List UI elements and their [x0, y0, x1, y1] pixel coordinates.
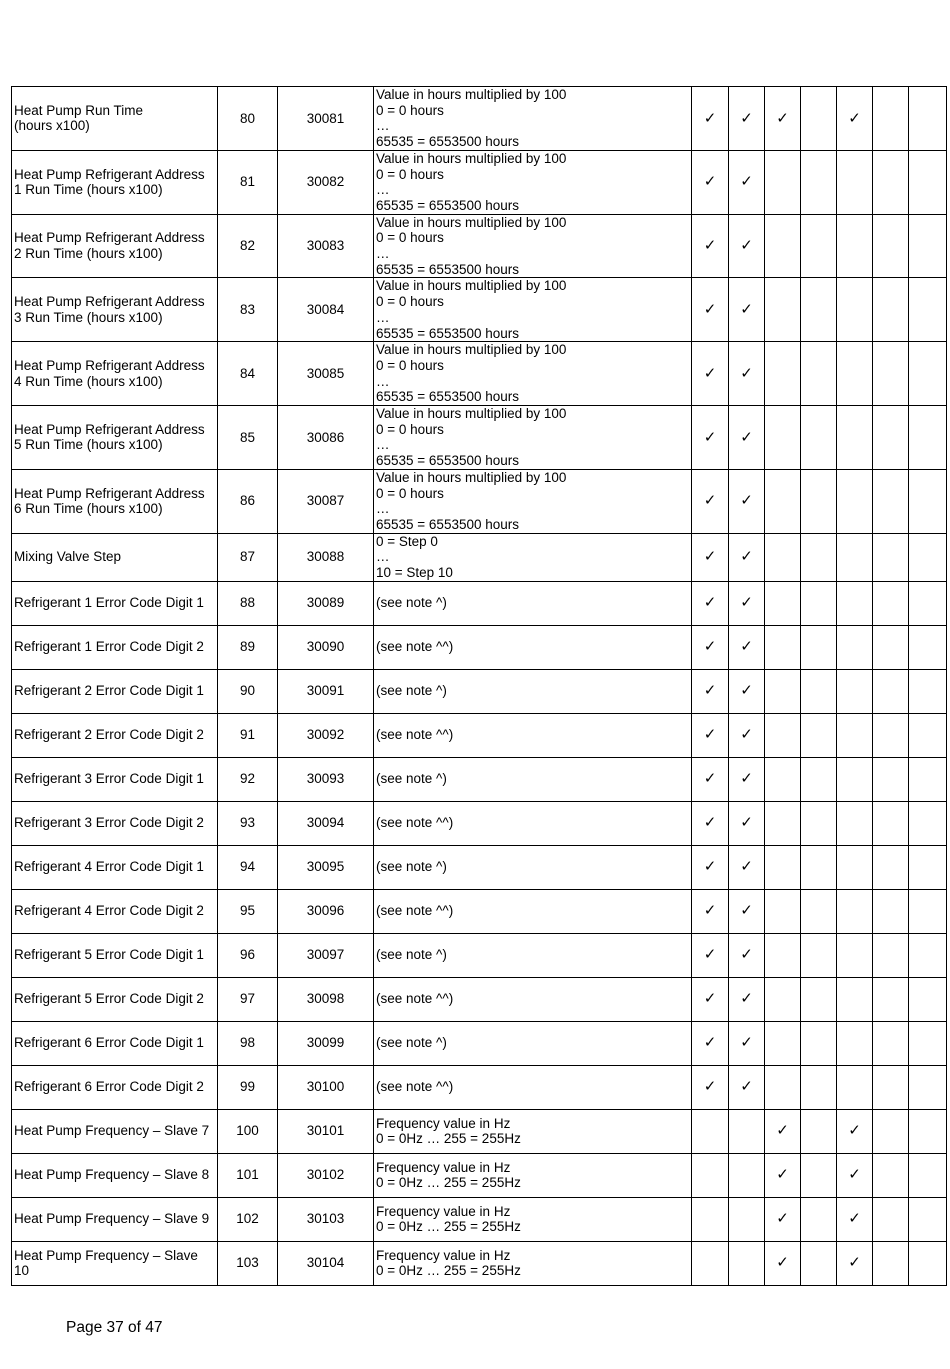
register-cell: 30091	[278, 669, 374, 713]
table-row	[12, 533, 947, 581]
empty-check-cell	[801, 757, 837, 801]
empty-check-cell	[873, 1109, 909, 1153]
table-row	[12, 977, 947, 1021]
empty-check-cell	[837, 214, 873, 278]
table-row	[12, 889, 947, 933]
value-cell: (see note ^^)	[374, 801, 692, 845]
empty-check-cell	[801, 533, 837, 581]
description-cell: Refrigerant 3 Error Code Digit 1	[12, 757, 218, 801]
check-icon: ✓	[837, 1197, 873, 1241]
empty-check-cell	[837, 845, 873, 889]
empty-check-cell	[837, 713, 873, 757]
empty-check-cell	[765, 533, 801, 581]
empty-check-cell	[801, 1153, 837, 1197]
check-icon: ✓	[765, 1197, 801, 1241]
value-cell: (see note ^)	[374, 845, 692, 889]
value-cell: Value in hours multiplied by 100 0 = 0 hours … 65535 = 6553500 hours	[374, 214, 692, 278]
value-cell: Frequency value in Hz 0 = 0Hz … 255 = 255Hz	[374, 1153, 692, 1197]
check-icon: ✓	[765, 87, 801, 151]
description-cell: Refrigerant 2 Error Code Digit 2	[12, 713, 218, 757]
empty-check-cell	[873, 469, 909, 533]
empty-check-cell	[909, 713, 947, 757]
empty-check-cell	[801, 278, 837, 342]
table-row	[12, 342, 947, 406]
empty-check-cell	[837, 757, 873, 801]
empty-check-cell	[873, 801, 909, 845]
empty-check-cell	[801, 150, 837, 214]
description-cell: Refrigerant 5 Error Code Digit 1	[12, 933, 218, 977]
check-icon: ✓	[729, 533, 765, 581]
empty-check-cell	[765, 977, 801, 1021]
value-cell: Value in hours multiplied by 100 0 = 0 hours … 65535 = 6553500 hours	[374, 342, 692, 406]
empty-check-cell	[765, 342, 801, 406]
value-cell: Value in hours multiplied by 100 0 = 0 hours … 65535 = 6553500 hours	[374, 87, 692, 151]
address-cell: 90	[218, 669, 278, 713]
empty-check-cell	[837, 533, 873, 581]
value-cell: (see note ^)	[374, 1021, 692, 1065]
empty-check-cell	[873, 1021, 909, 1065]
value-cell: (see note ^)	[374, 757, 692, 801]
empty-check-cell	[873, 533, 909, 581]
register-cell: 30097	[278, 933, 374, 977]
register-cell: 30098	[278, 977, 374, 1021]
check-icon: ✓	[692, 757, 729, 801]
empty-check-cell	[837, 889, 873, 933]
empty-check-cell	[837, 801, 873, 845]
empty-check-cell	[837, 581, 873, 625]
description-cell: Heat Pump Refrigerant Address 1 Run Time (hours x100)	[12, 150, 218, 214]
description-cell: Refrigerant 6 Error Code Digit 1	[12, 1021, 218, 1065]
description-cell: Heat Pump Run Time (hours x100)	[12, 87, 218, 151]
check-icon: ✓	[729, 214, 765, 278]
check-icon: ✓	[729, 406, 765, 470]
empty-check-cell	[765, 933, 801, 977]
address-cell: 100	[218, 1109, 278, 1153]
empty-check-cell	[765, 713, 801, 757]
table-row	[12, 469, 947, 533]
empty-check-cell	[873, 150, 909, 214]
empty-check-cell	[909, 669, 947, 713]
empty-check-cell	[765, 669, 801, 713]
value-cell: Value in hours multiplied by 100 0 = 0 hours … 65535 = 6553500 hours	[374, 406, 692, 470]
empty-check-cell	[873, 669, 909, 713]
address-cell: 94	[218, 845, 278, 889]
empty-check-cell	[837, 469, 873, 533]
table-row	[12, 581, 947, 625]
check-icon: ✓	[692, 977, 729, 1021]
description-cell: Refrigerant 2 Error Code Digit 1	[12, 669, 218, 713]
check-icon: ✓	[837, 1109, 873, 1153]
value-cell: (see note ^^)	[374, 713, 692, 757]
empty-check-cell	[873, 757, 909, 801]
address-cell: 95	[218, 889, 278, 933]
register-cell: 30104	[278, 1241, 374, 1285]
description-cell: Heat Pump Frequency – Slave 9	[12, 1197, 218, 1241]
address-cell: 99	[218, 1065, 278, 1109]
check-icon: ✓	[729, 713, 765, 757]
empty-check-cell	[801, 406, 837, 470]
empty-check-cell	[909, 801, 947, 845]
check-icon: ✓	[729, 150, 765, 214]
check-icon: ✓	[729, 669, 765, 713]
table-row	[12, 625, 947, 669]
table-row	[12, 1197, 947, 1241]
empty-check-cell	[909, 87, 947, 151]
empty-check-cell	[765, 150, 801, 214]
empty-check-cell	[873, 214, 909, 278]
address-cell: 92	[218, 757, 278, 801]
check-icon: ✓	[692, 278, 729, 342]
address-cell: 84	[218, 342, 278, 406]
table-row	[12, 669, 947, 713]
empty-check-cell	[801, 87, 837, 151]
address-cell: 87	[218, 533, 278, 581]
empty-check-cell	[909, 342, 947, 406]
description-cell: Heat Pump Refrigerant Address 5 Run Time (hours x100)	[12, 406, 218, 470]
value-cell: (see note ^^)	[374, 977, 692, 1021]
table-row	[12, 845, 947, 889]
table-row	[12, 933, 947, 977]
empty-check-cell	[801, 214, 837, 278]
address-cell: 102	[218, 1197, 278, 1241]
empty-check-cell	[765, 406, 801, 470]
table-row	[12, 1153, 947, 1197]
address-cell: 103	[218, 1241, 278, 1285]
register-cell: 30096	[278, 889, 374, 933]
value-cell: (see note ^^)	[374, 889, 692, 933]
check-icon: ✓	[729, 757, 765, 801]
value-cell: (see note ^)	[374, 669, 692, 713]
value-cell: Frequency value in Hz 0 = 0Hz … 255 = 255Hz	[374, 1241, 692, 1285]
value-cell: Frequency value in Hz 0 = 0Hz … 255 = 255Hz	[374, 1109, 692, 1153]
empty-check-cell	[873, 713, 909, 757]
empty-check-cell	[873, 889, 909, 933]
check-icon: ✓	[765, 1241, 801, 1285]
empty-check-cell	[909, 625, 947, 669]
empty-check-cell	[873, 1197, 909, 1241]
value-cell: (see note ^)	[374, 581, 692, 625]
check-icon: ✓	[729, 625, 765, 669]
check-icon: ✓	[692, 1065, 729, 1109]
check-icon: ✓	[729, 87, 765, 151]
empty-check-cell	[801, 625, 837, 669]
check-icon: ✓	[765, 1153, 801, 1197]
empty-check-cell	[873, 933, 909, 977]
description-cell: Refrigerant 1 Error Code Digit 2	[12, 625, 218, 669]
table-row	[12, 1065, 947, 1109]
check-icon: ✓	[692, 87, 729, 151]
empty-check-cell	[765, 757, 801, 801]
empty-check-cell	[729, 1241, 765, 1285]
address-cell: 88	[218, 581, 278, 625]
register-cell: 30089	[278, 581, 374, 625]
check-icon: ✓	[692, 625, 729, 669]
check-icon: ✓	[729, 278, 765, 342]
description-cell: Refrigerant 1 Error Code Digit 1	[12, 581, 218, 625]
check-icon: ✓	[837, 87, 873, 151]
empty-check-cell	[909, 977, 947, 1021]
empty-check-cell	[909, 1021, 947, 1065]
empty-check-cell	[837, 625, 873, 669]
empty-check-cell	[765, 469, 801, 533]
empty-check-cell	[729, 1153, 765, 1197]
empty-check-cell	[873, 1153, 909, 1197]
check-icon: ✓	[692, 581, 729, 625]
description-cell: Heat Pump Refrigerant Address 2 Run Time (hours x100)	[12, 214, 218, 278]
description-cell: Mixing Valve Step	[12, 533, 218, 581]
description-cell: Heat Pump Frequency – Slave 10	[12, 1241, 218, 1285]
check-icon: ✓	[692, 214, 729, 278]
table-row	[12, 87, 947, 151]
register-cell: 30103	[278, 1197, 374, 1241]
check-icon: ✓	[692, 150, 729, 214]
address-cell: 85	[218, 406, 278, 470]
description-cell: Heat Pump Frequency – Slave 8	[12, 1153, 218, 1197]
empty-check-cell	[801, 977, 837, 1021]
register-cell: 30085	[278, 342, 374, 406]
table-row	[12, 757, 947, 801]
empty-check-cell	[909, 933, 947, 977]
table-row	[12, 278, 947, 342]
description-cell: Refrigerant 4 Error Code Digit 1	[12, 845, 218, 889]
empty-check-cell	[801, 1197, 837, 1241]
empty-check-cell	[909, 533, 947, 581]
register-cell: 30090	[278, 625, 374, 669]
empty-check-cell	[801, 342, 837, 406]
page-number: Page 37 of 47	[66, 1319, 163, 1336]
table-row	[12, 150, 947, 214]
empty-check-cell	[909, 278, 947, 342]
value-cell: Value in hours multiplied by 100 0 = 0 hours … 65535 = 6553500 hours	[374, 469, 692, 533]
check-icon: ✓	[837, 1241, 873, 1285]
check-icon: ✓	[729, 889, 765, 933]
address-cell: 89	[218, 625, 278, 669]
empty-check-cell	[801, 1109, 837, 1153]
address-cell: 86	[218, 469, 278, 533]
register-cell: 30094	[278, 801, 374, 845]
address-cell: 97	[218, 977, 278, 1021]
register-cell: 30081	[278, 87, 374, 151]
description-cell: Heat Pump Refrigerant Address 4 Run Time (hours x100)	[12, 342, 218, 406]
empty-check-cell	[909, 214, 947, 278]
empty-check-cell	[909, 757, 947, 801]
empty-check-cell	[909, 1153, 947, 1197]
description-cell: Refrigerant 4 Error Code Digit 2	[12, 889, 218, 933]
check-icon: ✓	[729, 845, 765, 889]
empty-check-cell	[765, 845, 801, 889]
empty-check-cell	[692, 1109, 729, 1153]
register-cell: 30102	[278, 1153, 374, 1197]
address-cell: 101	[218, 1153, 278, 1197]
address-cell: 93	[218, 801, 278, 845]
check-icon: ✓	[837, 1153, 873, 1197]
empty-check-cell	[873, 1241, 909, 1285]
table-row	[12, 406, 947, 470]
empty-check-cell	[801, 469, 837, 533]
empty-check-cell	[909, 1109, 947, 1153]
empty-check-cell	[801, 1065, 837, 1109]
register-cell: 30101	[278, 1109, 374, 1153]
address-cell: 91	[218, 713, 278, 757]
address-cell: 82	[218, 214, 278, 278]
address-cell: 98	[218, 1021, 278, 1065]
check-icon: ✓	[692, 713, 729, 757]
empty-check-cell	[873, 977, 909, 1021]
value-cell: Value in hours multiplied by 100 0 = 0 hours … 65535 = 6553500 hours	[374, 278, 692, 342]
table-row	[12, 1109, 947, 1153]
check-icon: ✓	[692, 669, 729, 713]
empty-check-cell	[837, 278, 873, 342]
address-cell: 83	[218, 278, 278, 342]
empty-check-cell	[873, 1065, 909, 1109]
empty-check-cell	[873, 406, 909, 470]
check-icon: ✓	[729, 801, 765, 845]
empty-check-cell	[909, 406, 947, 470]
register-cell: 30092	[278, 713, 374, 757]
empty-check-cell	[801, 845, 837, 889]
empty-check-cell	[801, 801, 837, 845]
register-cell: 30088	[278, 533, 374, 581]
empty-check-cell	[837, 933, 873, 977]
register-cell: 30099	[278, 1021, 374, 1065]
description-cell: Refrigerant 3 Error Code Digit 2	[12, 801, 218, 845]
value-cell: (see note ^^)	[374, 625, 692, 669]
empty-check-cell	[909, 845, 947, 889]
empty-check-cell	[801, 713, 837, 757]
address-cell: 81	[218, 150, 278, 214]
description-cell: Refrigerant 5 Error Code Digit 2	[12, 977, 218, 1021]
check-icon: ✓	[729, 1021, 765, 1065]
check-icon: ✓	[692, 889, 729, 933]
check-icon: ✓	[692, 406, 729, 470]
table-row	[12, 1021, 947, 1065]
value-cell: (see note ^)	[374, 933, 692, 977]
value-cell: 0 = Step 0 … 10 = Step 10	[374, 533, 692, 581]
check-icon: ✓	[729, 1065, 765, 1109]
check-icon: ✓	[692, 1021, 729, 1065]
register-cell: 30086	[278, 406, 374, 470]
register-table	[11, 86, 947, 1286]
empty-check-cell	[765, 1021, 801, 1065]
empty-check-cell	[801, 889, 837, 933]
empty-check-cell	[801, 581, 837, 625]
empty-check-cell	[873, 625, 909, 669]
description-cell: Heat Pump Frequency – Slave 7	[12, 1109, 218, 1153]
check-icon: ✓	[729, 933, 765, 977]
empty-check-cell	[765, 1065, 801, 1109]
description-cell: Heat Pump Refrigerant Address 3 Run Time (hours x100)	[12, 278, 218, 342]
empty-check-cell	[837, 150, 873, 214]
value-cell: (see note ^^)	[374, 1065, 692, 1109]
empty-check-cell	[801, 669, 837, 713]
empty-check-cell	[909, 889, 947, 933]
empty-check-cell	[692, 1197, 729, 1241]
table-row	[12, 713, 947, 757]
check-icon: ✓	[692, 933, 729, 977]
empty-check-cell	[873, 87, 909, 151]
check-icon: ✓	[692, 533, 729, 581]
empty-check-cell	[873, 845, 909, 889]
empty-check-cell	[765, 581, 801, 625]
check-icon: ✓	[729, 469, 765, 533]
empty-check-cell	[801, 933, 837, 977]
empty-check-cell	[837, 342, 873, 406]
empty-check-cell	[873, 581, 909, 625]
check-icon: ✓	[729, 342, 765, 406]
empty-check-cell	[765, 278, 801, 342]
register-cell: 30100	[278, 1065, 374, 1109]
register-cell: 30083	[278, 214, 374, 278]
empty-check-cell	[765, 214, 801, 278]
empty-check-cell	[765, 801, 801, 845]
register-cell: 30082	[278, 150, 374, 214]
empty-check-cell	[837, 406, 873, 470]
register-cell: 30084	[278, 278, 374, 342]
check-icon: ✓	[765, 1109, 801, 1153]
check-icon: ✓	[692, 801, 729, 845]
check-icon: ✓	[729, 581, 765, 625]
table-row	[12, 214, 947, 278]
description-cell: Refrigerant 6 Error Code Digit 2	[12, 1065, 218, 1109]
empty-check-cell	[909, 1241, 947, 1285]
table-row	[12, 1241, 947, 1285]
empty-check-cell	[729, 1109, 765, 1153]
empty-check-cell	[765, 889, 801, 933]
empty-check-cell	[801, 1021, 837, 1065]
address-cell: 96	[218, 933, 278, 977]
empty-check-cell	[765, 625, 801, 669]
empty-check-cell	[909, 1065, 947, 1109]
empty-check-cell	[909, 581, 947, 625]
empty-check-cell	[837, 1021, 873, 1065]
check-icon: ✓	[692, 845, 729, 889]
value-cell: Value in hours multiplied by 100 0 = 0 hours … 65535 = 6553500 hours	[374, 150, 692, 214]
empty-check-cell	[909, 1197, 947, 1241]
empty-check-cell	[873, 342, 909, 406]
empty-check-cell	[837, 1065, 873, 1109]
check-icon: ✓	[692, 469, 729, 533]
address-cell: 80	[218, 87, 278, 151]
check-icon: ✓	[729, 977, 765, 1021]
empty-check-cell	[837, 669, 873, 713]
empty-check-cell	[692, 1241, 729, 1285]
description-cell: Heat Pump Refrigerant Address 6 Run Time (hours x100)	[12, 469, 218, 533]
register-cell: 30087	[278, 469, 374, 533]
register-table-body	[12, 87, 947, 1286]
table-row	[12, 801, 947, 845]
register-cell: 30095	[278, 845, 374, 889]
empty-check-cell	[909, 150, 947, 214]
register-cell: 30093	[278, 757, 374, 801]
empty-check-cell	[873, 278, 909, 342]
empty-check-cell	[692, 1153, 729, 1197]
empty-check-cell	[837, 977, 873, 1021]
empty-check-cell	[801, 1241, 837, 1285]
value-cell: Frequency value in Hz 0 = 0Hz … 255 = 255Hz	[374, 1197, 692, 1241]
check-icon: ✓	[692, 342, 729, 406]
empty-check-cell	[729, 1197, 765, 1241]
empty-check-cell	[909, 469, 947, 533]
